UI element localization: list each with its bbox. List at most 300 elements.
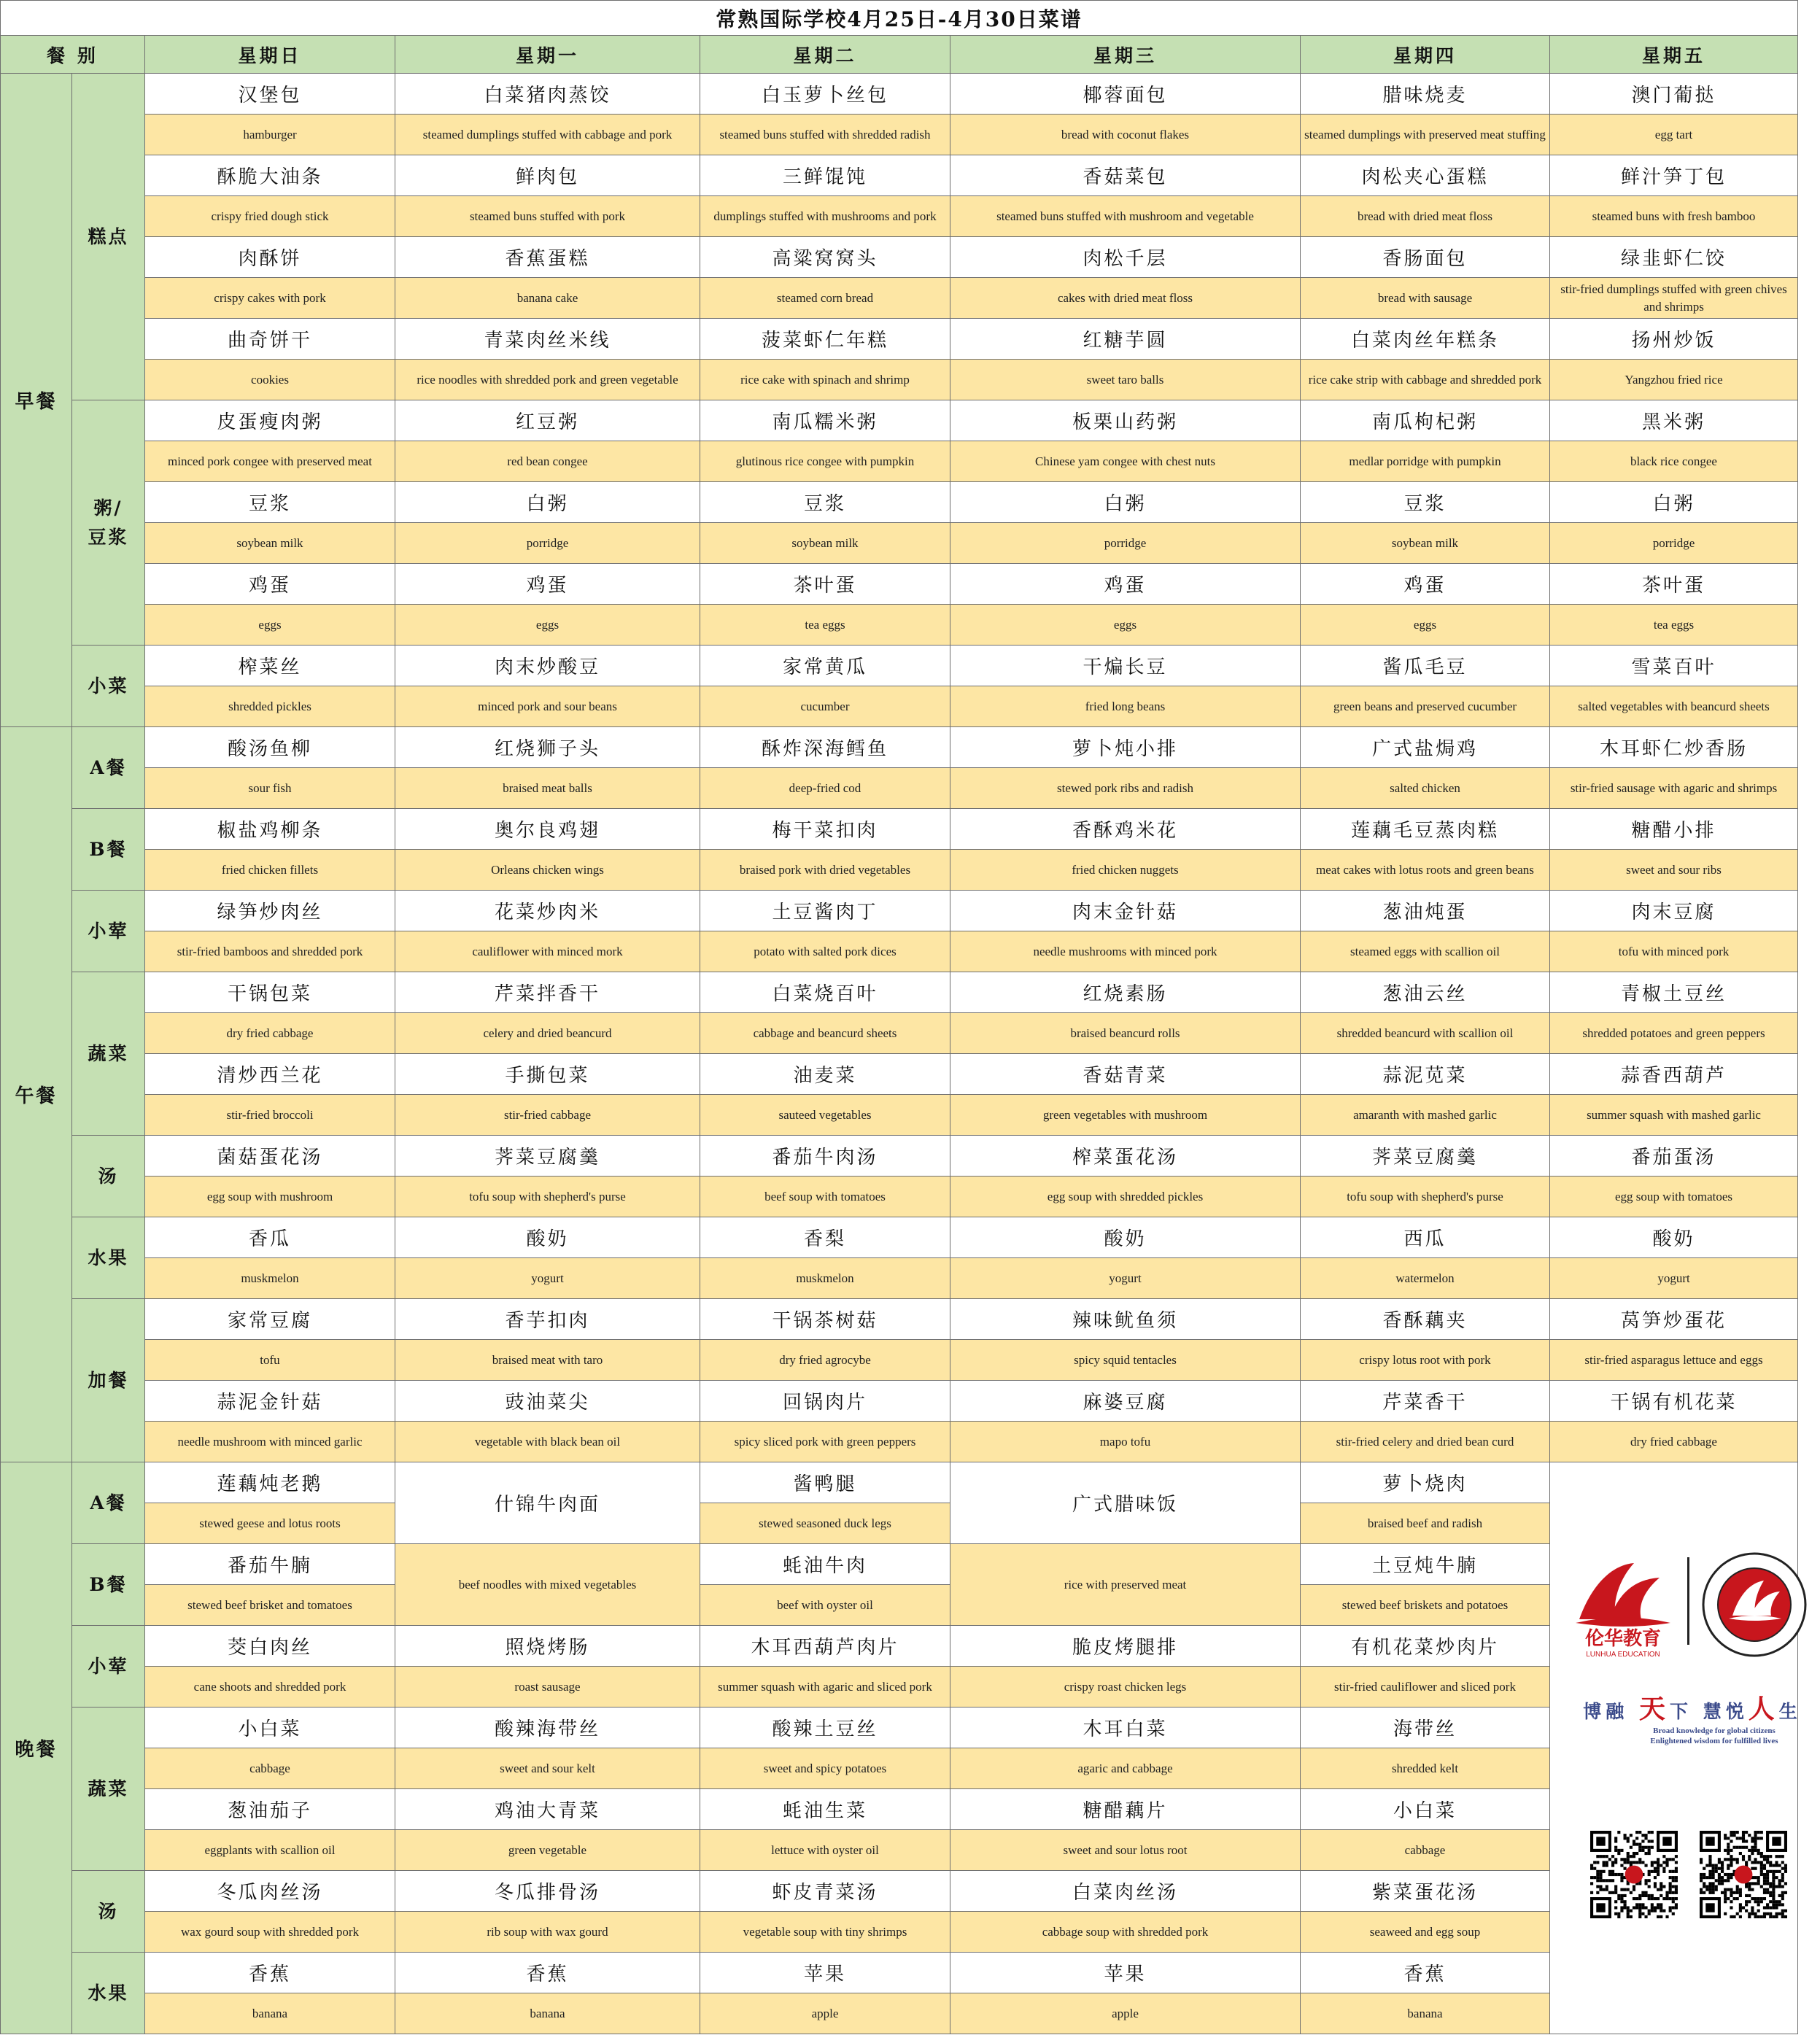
dish-name-cn-lunch-minor: 肉末金针菇 bbox=[950, 891, 1301, 931]
dish-name-en-breakfast-porridge: eggs bbox=[950, 605, 1301, 646]
row-lunch-veg-0-cn bbox=[1, 972, 1798, 1013]
dish-name-en-lunch-a: sour fish bbox=[145, 768, 395, 809]
row-lunch-minor-0-en bbox=[1, 931, 1798, 972]
dish-name-cn-breakfast-pastry: 白菜猪肉蒸饺 bbox=[395, 74, 700, 115]
dish-name-en-dinner-fruit: apple bbox=[950, 1993, 1301, 2034]
dish-name-en-lunch-soup: tofu soup with shepherd's purse bbox=[1301, 1177, 1550, 1217]
dish-name-cn-breakfast-pastry: 白菜肉丝年糕条 bbox=[1301, 319, 1550, 360]
dish-name-cn-dinner-soup: 虾皮青菜汤 bbox=[700, 1871, 950, 1912]
dish-name-en-lunch-extra: vegetable with black bean oil bbox=[395, 1422, 700, 1462]
dish-name-en-lunch-veg: stir-fried broccoli bbox=[145, 1095, 395, 1136]
dish-name-en-lunch-extra: braised meat with taro bbox=[395, 1340, 700, 1381]
dish-name-en-lunch-soup: egg soup with mushroom bbox=[145, 1177, 395, 1217]
dish-name-cn-dinner-veg: 木耳白菜 bbox=[950, 1708, 1301, 1748]
dish-name-cn-breakfast-porridge: 南瓜糯米粥 bbox=[700, 400, 950, 441]
dish-name-en-breakfast-pastry: stir-fried dumplings stuffed with green chives and shrimps bbox=[1550, 278, 1798, 319]
dish-name-en-breakfast-pastry: steamed buns with fresh bamboo bbox=[1550, 196, 1798, 237]
dish-name-cn-breakfast-pastry: 三鲜馄饨 bbox=[700, 155, 950, 196]
dish-name-en-lunch-fruit: yogurt bbox=[395, 1258, 700, 1299]
dish-name-cn-dinner-veg: 酸辣海带丝 bbox=[395, 1708, 700, 1748]
dish-name-en-breakfast-pastry: rice cake strip with cabbage and shredded pork bbox=[1301, 360, 1550, 400]
dish-name-cn-lunch-extra: 芹菜香干 bbox=[1301, 1381, 1550, 1422]
dish-name-cn-dinner-soup: 冬瓜肉丝汤 bbox=[145, 1871, 395, 1912]
dish-name-en-breakfast-porridge: porridge bbox=[1550, 523, 1798, 564]
dish-name-cn-breakfast-side: 肉末炒酸豆 bbox=[395, 646, 700, 686]
dish-name-cn-dinner-veg: 酸辣土豆丝 bbox=[700, 1708, 950, 1748]
dish-name-en-breakfast-porridge: eggs bbox=[395, 605, 700, 646]
dish-name-en-breakfast-porridge: soybean milk bbox=[145, 523, 395, 564]
qr-code-icon bbox=[1700, 1831, 1787, 1918]
category-lunch-soup: 汤 bbox=[72, 1136, 145, 1217]
dish-name-cn-breakfast-porridge: 鸡蛋 bbox=[395, 564, 700, 605]
dish-name-en-dinner-soup: seaweed and egg soup bbox=[1301, 1912, 1550, 1953]
dish-name-cn-breakfast-porridge: 白粥 bbox=[1550, 482, 1798, 523]
header-row bbox=[1, 36, 1798, 74]
row-breakfast-pastry-2-cn bbox=[1, 237, 1798, 278]
dish-name-en-lunch-fruit: watermelon bbox=[1301, 1258, 1550, 1299]
row-lunch-soup-0-cn bbox=[1, 1136, 1798, 1177]
dish-name-en-dinner-b: stewed beef brisket and tomatoes bbox=[145, 1585, 395, 1626]
dish-name-en-dinner-minor: roast sausage bbox=[395, 1667, 700, 1708]
dish-name-cn-dinner-veg: 蚝油生菜 bbox=[700, 1789, 950, 1830]
dish-name-en-lunch-veg: shredded potatoes and green peppers bbox=[1550, 1013, 1798, 1054]
dish-name-en-lunch-minor: cauliflower with minced mork bbox=[395, 931, 700, 972]
dish-name-en-dinner-minor: cane shoots and shredded pork bbox=[145, 1667, 395, 1708]
dish-name-en-dinner-a: braised beef and radish bbox=[1301, 1503, 1550, 1544]
dish-name-cn-lunch-veg: 芹菜拌香干 bbox=[395, 972, 700, 1013]
dish-name-en-lunch-fruit: muskmelon bbox=[145, 1258, 395, 1299]
dish-name-en-breakfast-side: fried long beans bbox=[950, 686, 1301, 727]
row-lunch-veg-1-cn bbox=[1, 1054, 1798, 1095]
slogan-tian-glyph: 天 bbox=[1638, 1694, 1670, 1724]
dish-name-en-lunch-veg: sauteed vegetables bbox=[700, 1095, 950, 1136]
category-dinner-minor: 小荤 bbox=[72, 1626, 145, 1708]
dish-name-cn-breakfast-porridge: 鸡蛋 bbox=[145, 564, 395, 605]
dish-name-en-lunch-soup: egg soup with shredded pickles bbox=[950, 1177, 1301, 1217]
dish-name-cn-dinner-wed-rice: 广式腊味饭 bbox=[950, 1462, 1301, 1544]
dish-name-cn-lunch-soup: 荠菜豆腐羹 bbox=[395, 1136, 700, 1177]
category-lunch-fruit: 水果 bbox=[72, 1217, 145, 1299]
dish-name-en-dinner-a: stewed geese and lotus roots bbox=[145, 1503, 395, 1544]
dish-name-en-dinner-fruit: banana bbox=[1301, 1993, 1550, 2034]
dish-name-en-lunch-soup: beef soup with tomatoes bbox=[700, 1177, 950, 1217]
row-lunch-soup-0-en bbox=[1, 1177, 1798, 1217]
row-dinner-b-cn bbox=[1, 1544, 1798, 1585]
row-dinner-a-cn bbox=[1, 1462, 1798, 1503]
dish-name-en-lunch-b: fried chicken nuggets bbox=[950, 850, 1301, 891]
dish-name-en-breakfast-pastry: steamed buns stuffed with pork bbox=[395, 196, 700, 237]
dish-name-cn-lunch-a: 广式盐焗鸡 bbox=[1301, 727, 1550, 768]
dish-name-en-breakfast-side: cucumber bbox=[700, 686, 950, 727]
dish-name-cn-breakfast-pastry: 肉松夹心蛋糕 bbox=[1301, 155, 1550, 196]
dish-name-en-lunch-minor: steamed eggs with scallion oil bbox=[1301, 931, 1550, 972]
dish-name-en-lunch-veg: amaranth with mashed garlic bbox=[1301, 1095, 1550, 1136]
category-breakfast-pastry: 糕点 bbox=[72, 74, 145, 400]
dish-name-en-breakfast-porridge: soybean milk bbox=[1301, 523, 1550, 564]
dish-name-cn-lunch-fruit: 酸奶 bbox=[1550, 1217, 1798, 1258]
dish-name-cn-lunch-minor: 土豆酱肉丁 bbox=[700, 891, 950, 931]
dish-name-cn-lunch-veg: 清炒西兰花 bbox=[145, 1054, 395, 1095]
dish-name-cn-breakfast-pastry: 鲜肉包 bbox=[395, 155, 700, 196]
dish-name-cn-dinner-a: 萝卜烧肉 bbox=[1301, 1462, 1550, 1503]
dish-name-cn-dinner-minor: 脆皮烤腿排 bbox=[950, 1626, 1301, 1667]
dish-name-en-breakfast-porridge: eggs bbox=[1301, 605, 1550, 646]
dish-name-cn-lunch-extra: 莴笋炒蛋花 bbox=[1550, 1299, 1798, 1340]
category-lunch-veg: 蔬菜 bbox=[72, 972, 145, 1136]
dish-name-en-breakfast-pastry: sweet taro balls bbox=[950, 360, 1301, 400]
dish-name-en-lunch-a: deep-fried cod bbox=[700, 768, 950, 809]
dish-name-en-breakfast-porridge: tea eggs bbox=[1550, 605, 1798, 646]
dish-name-en-breakfast-side: minced pork and sour beans bbox=[395, 686, 700, 727]
dish-name-cn-breakfast-porridge: 红豆粥 bbox=[395, 400, 700, 441]
dish-name-en-lunch-minor: tofu with minced pork bbox=[1550, 931, 1798, 972]
dish-name-cn-breakfast-porridge: 黑米粥 bbox=[1550, 400, 1798, 441]
day-header-fri: 星期五 bbox=[1550, 36, 1798, 74]
dish-name-cn-breakfast-pastry: 高粱窝窝头 bbox=[700, 237, 950, 278]
row-breakfast-porridge-2-en bbox=[1, 605, 1798, 646]
category-dinner-soup: 汤 bbox=[72, 1871, 145, 1953]
dish-name-en-lunch-b: braised pork with dried vegetables bbox=[700, 850, 950, 891]
logo-row bbox=[1565, 1550, 1813, 1659]
dish-name-en-breakfast-pastry: cakes with dried meat floss bbox=[950, 278, 1301, 319]
dish-name-cn-dinner-minor: 照烧烤肠 bbox=[395, 1626, 700, 1667]
dish-name-en-breakfast-porridge: minced pork congee with preserved meat bbox=[145, 441, 395, 482]
lunhua-cn-text: 伦华教育 bbox=[1584, 1628, 1662, 1650]
dish-name-en-lunch-veg: braised beancurd rolls bbox=[950, 1013, 1301, 1054]
dish-name-en-breakfast-pastry: hamburger bbox=[145, 115, 395, 155]
meal-dinner-label: 晚餐 bbox=[1, 1462, 72, 2034]
dish-name-en-lunch-veg: summer squash with mashed garlic bbox=[1550, 1095, 1798, 1136]
dish-name-en-breakfast-side: shredded pickles bbox=[145, 686, 395, 727]
row-dinner-fruit-0-cn bbox=[1, 1953, 1798, 1993]
dish-name-en-dinner-minor: stir-fried cauliflower and sliced pork bbox=[1301, 1667, 1550, 1708]
dish-name-cn-dinner-a: 酱鸭腿 bbox=[700, 1462, 950, 1503]
dish-name-cn-breakfast-pastry: 红糖芋圆 bbox=[950, 319, 1301, 360]
dish-name-en-breakfast-side: green beans and preserved cucumber bbox=[1301, 686, 1550, 727]
dish-name-en-lunch-extra: stir-fried asparagus lettuce and eggs bbox=[1550, 1340, 1798, 1381]
dish-name-en-lunch-soup: egg soup with tomatoes bbox=[1550, 1177, 1798, 1217]
dish-name-cn-breakfast-porridge: 白粥 bbox=[395, 482, 700, 523]
dish-name-en-lunch-minor: needle mushrooms with minced pork bbox=[950, 931, 1301, 972]
row-breakfast-porridge-0-en bbox=[1, 441, 1798, 482]
slogan-part-2: 下 bbox=[1669, 1701, 1692, 1722]
dish-name-en-dinner-soup: vegetable soup with tiny shrimps bbox=[700, 1912, 950, 1953]
slogan-part-4: 生 bbox=[1778, 1701, 1802, 1722]
slogan-cn bbox=[1565, 1689, 1820, 1726]
dish-name-en-breakfast-pastry: banana cake bbox=[395, 278, 700, 319]
dish-name-cn-breakfast-pastry: 香蕉蛋糕 bbox=[395, 237, 700, 278]
dish-name-en-breakfast-porridge: black rice congee bbox=[1550, 441, 1798, 482]
dish-name-en-lunch-a: stewed pork ribs and radish bbox=[950, 768, 1301, 809]
dish-name-cn-lunch-minor: 绿笋炒肉丝 bbox=[145, 891, 395, 931]
dish-name-cn-breakfast-pastry: 汉堡包 bbox=[145, 74, 395, 115]
dish-name-en-lunch-extra: dry fried agrocybe bbox=[700, 1340, 950, 1381]
row-dinner-veg-1-cn bbox=[1, 1789, 1798, 1830]
dish-name-cn-breakfast-porridge: 豆浆 bbox=[700, 482, 950, 523]
dish-name-en-dinner-veg: cabbage bbox=[145, 1748, 395, 1789]
dish-name-cn-lunch-extra: 家常豆腐 bbox=[145, 1299, 395, 1340]
row-lunch-fruit-0-cn bbox=[1, 1217, 1798, 1258]
dish-name-en-breakfast-pastry: steamed dumplings stuffed with cabbage and pork bbox=[395, 115, 700, 155]
dish-name-cn-lunch-minor: 葱油炖蛋 bbox=[1301, 891, 1550, 931]
dish-name-en-lunch-b: Orleans chicken wings bbox=[395, 850, 700, 891]
dish-name-en-breakfast-pastry: bread with sausage bbox=[1301, 278, 1550, 319]
dish-name-en-lunch-extra: tofu bbox=[145, 1340, 395, 1381]
dish-name-cn-lunch-veg: 红烧素肠 bbox=[950, 972, 1301, 1013]
dish-name-en-dinner-veg: sweet and sour lotus root bbox=[950, 1830, 1301, 1871]
dish-name-en-breakfast-porridge: eggs bbox=[145, 605, 395, 646]
dish-name-cn-lunch-fruit: 酸奶 bbox=[950, 1217, 1301, 1258]
row-breakfast-pastry-3-cn bbox=[1, 319, 1798, 360]
dish-name-en-lunch-extra: needle mushroom with minced garlic bbox=[145, 1422, 395, 1462]
dish-name-cn-dinner-fruit: 香蕉 bbox=[145, 1953, 395, 1993]
dish-name-en-dinner-veg: shredded kelt bbox=[1301, 1748, 1550, 1789]
row-lunch-a-0-en bbox=[1, 768, 1798, 809]
dish-name-cn-lunch-veg: 葱油云丝 bbox=[1301, 972, 1550, 1013]
dish-name-en-breakfast-pastry: steamed buns stuffed with mushroom and vegetable bbox=[950, 196, 1301, 237]
dish-name-en-breakfast-porridge: porridge bbox=[950, 523, 1301, 564]
dish-name-en-breakfast-porridge: red bean congee bbox=[395, 441, 700, 482]
dish-name-cn-dinner-minor: 有机花菜炒肉片 bbox=[1301, 1626, 1550, 1667]
dish-name-cn-lunch-extra: 干锅茶树菇 bbox=[700, 1299, 950, 1340]
dish-name-cn-breakfast-pastry: 青菜肉丝米线 bbox=[395, 319, 700, 360]
dish-name-cn-breakfast-pastry: 扬州炒饭 bbox=[1550, 319, 1798, 360]
dish-name-en-lunch-extra: dry fried cabbage bbox=[1550, 1422, 1798, 1462]
dish-name-en-breakfast-porridge: tea eggs bbox=[700, 605, 950, 646]
dish-name-cn-dinner-soup: 紫菜蛋花汤 bbox=[1301, 1871, 1550, 1912]
row-breakfast-pastry-1-cn bbox=[1, 155, 1798, 196]
row-dinner-minor-0-cn bbox=[1, 1626, 1798, 1667]
dish-name-en-lunch-extra: spicy sliced pork with green peppers bbox=[700, 1422, 950, 1462]
dish-name-cn-lunch-a: 木耳虾仁炒香肠 bbox=[1550, 727, 1798, 768]
dish-name-cn-breakfast-porridge: 南瓜枸杞粥 bbox=[1301, 400, 1550, 441]
row-dinner-b-en bbox=[1, 1585, 1798, 1626]
dish-name-cn-lunch-fruit: 香瓜 bbox=[145, 1217, 395, 1258]
row-lunch-veg-1-en bbox=[1, 1095, 1798, 1136]
dish-name-cn-breakfast-porridge: 豆浆 bbox=[145, 482, 395, 523]
dish-name-cn-dinner-b: 土豆炖牛腩 bbox=[1301, 1544, 1550, 1585]
dish-name-en-breakfast-pastry: steamed dumplings with preserved meat stuffing bbox=[1301, 115, 1550, 155]
dish-name-en-dinner-veg: lettuce with oyster oil bbox=[700, 1830, 950, 1871]
category-breakfast-porridge bbox=[72, 400, 145, 646]
dish-name-cn-breakfast-porridge: 鸡蛋 bbox=[950, 564, 1301, 605]
dish-name-cn-dinner-mon-noodles: 什锦牛肉面 bbox=[395, 1462, 700, 1544]
dish-name-en-breakfast-pastry: rice noodles with shredded pork and green vegetable bbox=[395, 360, 700, 400]
row-dinner-soup-0-en bbox=[1, 1912, 1798, 1953]
dish-name-en-lunch-b: sweet and sour ribs bbox=[1550, 850, 1798, 891]
dish-name-cn-breakfast-pastry: 香菇菜包 bbox=[950, 155, 1301, 196]
row-breakfast-pastry-1-en bbox=[1, 196, 1798, 237]
row-breakfast-porridge-1-en bbox=[1, 523, 1798, 564]
category-label-breakfast-porridge-0: 粥/ bbox=[93, 497, 123, 519]
dish-name-cn-dinner-veg: 葱油茄子 bbox=[145, 1789, 395, 1830]
dish-name-cn-lunch-fruit: 香梨 bbox=[700, 1217, 950, 1258]
category-dinner-veg: 蔬菜 bbox=[72, 1708, 145, 1871]
dish-name-cn-dinner-soup: 白菜肉丝汤 bbox=[950, 1871, 1301, 1912]
row-lunch-extra-1-cn bbox=[1, 1381, 1798, 1422]
dish-name-cn-lunch-extra: 香芋扣肉 bbox=[395, 1299, 700, 1340]
dish-name-en-lunch-fruit: muskmelon bbox=[700, 1258, 950, 1299]
dish-name-cn-dinner-b: 番茄牛腩 bbox=[145, 1544, 395, 1585]
row-dinner-veg-0-en bbox=[1, 1748, 1798, 1789]
qr-code-icon bbox=[1590, 1831, 1678, 1918]
dish-name-en-lunch-extra: stir-fried celery and dried bean curd bbox=[1301, 1422, 1550, 1462]
dish-name-cn-lunch-soup: 荠菜豆腐羹 bbox=[1301, 1136, 1550, 1177]
row-lunch-extra-0-en bbox=[1, 1340, 1798, 1381]
dish-name-cn-breakfast-pastry: 白玉萝卜丝包 bbox=[700, 74, 950, 115]
slogan-part-3: 慧悦 bbox=[1703, 1701, 1749, 1722]
row-lunch-fruit-0-en bbox=[1, 1258, 1798, 1299]
dish-name-en-dinner-soup: rib soup with wax gourd bbox=[395, 1912, 700, 1953]
dish-name-cn-lunch-b: 香酥鸡米花 bbox=[950, 809, 1301, 850]
dish-name-en-lunch-extra: crispy lotus root with pork bbox=[1301, 1340, 1550, 1381]
dish-name-cn-breakfast-pastry: 香肠面包 bbox=[1301, 237, 1550, 278]
dish-name-en-lunch-veg: shredded beancurd with scallion oil bbox=[1301, 1013, 1550, 1054]
dish-name-cn-lunch-extra: 豉油菜尖 bbox=[395, 1381, 700, 1422]
dish-name-cn-lunch-b: 奥尔良鸡翅 bbox=[395, 809, 700, 850]
dish-name-cn-breakfast-porridge: 皮蛋瘦肉粥 bbox=[145, 400, 395, 441]
dish-name-cn-breakfast-pastry: 绿韭虾仁饺 bbox=[1550, 237, 1798, 278]
dish-name-en-dinner-b: stewed beef briskets and potatoes bbox=[1301, 1585, 1550, 1626]
dish-name-cn-lunch-veg: 青椒土豆丝 bbox=[1550, 972, 1798, 1013]
dish-name-cn-lunch-minor: 花菜炒肉米 bbox=[395, 891, 700, 931]
dish-name-en-dinner-mon-noodles: beef noodles with mixed vegetables bbox=[395, 1544, 700, 1626]
dish-name-en-breakfast-pastry: crispy cakes with pork bbox=[145, 278, 395, 319]
dish-name-en-dinner-fruit: banana bbox=[395, 1993, 700, 2034]
dish-name-en-breakfast-pastry: egg tart bbox=[1550, 115, 1798, 155]
category-lunch-minor: 小荤 bbox=[72, 891, 145, 972]
day-header-thu: 星期四 bbox=[1301, 36, 1550, 74]
dish-name-cn-breakfast-porridge: 豆浆 bbox=[1301, 482, 1550, 523]
menu-title: 常熟国际学校4月25日-4月30日菜谱 bbox=[1, 1, 1798, 36]
dish-name-cn-breakfast-porridge: 鸡蛋 bbox=[1301, 564, 1550, 605]
dish-name-cn-lunch-a: 酸汤鱼柳 bbox=[145, 727, 395, 768]
dish-name-en-dinner-wed-rice: rice with preserved meat bbox=[950, 1544, 1301, 1626]
dish-name-cn-dinner-soup: 冬瓜排骨汤 bbox=[395, 1871, 700, 1912]
row-lunch-b-0-cn bbox=[1, 809, 1798, 850]
slogan-ren-glyph: 人 bbox=[1748, 1694, 1779, 1724]
dish-name-en-breakfast-porridge: glutinous rice congee with pumpkin bbox=[700, 441, 950, 482]
dish-name-cn-lunch-a: 红烧狮子头 bbox=[395, 727, 700, 768]
dish-name-en-dinner-b: beef with oyster oil bbox=[700, 1585, 950, 1626]
dish-name-cn-dinner-fruit: 香蕉 bbox=[395, 1953, 700, 1993]
dish-name-cn-lunch-a: 酥炸深海鳕鱼 bbox=[700, 727, 950, 768]
dish-name-en-breakfast-pastry: rice cake with spinach and shrimp bbox=[700, 360, 950, 400]
dish-name-en-breakfast-porridge: medlar porridge with pumpkin bbox=[1301, 441, 1550, 482]
school-slogan bbox=[1565, 1689, 1820, 1776]
category-dinner-fruit: 水果 bbox=[72, 1953, 145, 2034]
dish-name-cn-breakfast-pastry: 肉松千层 bbox=[950, 237, 1301, 278]
dish-name-en-lunch-veg: stir-fried cabbage bbox=[395, 1095, 700, 1136]
row-dinner-a-en bbox=[1, 1503, 1798, 1544]
dish-name-cn-dinner-b: 蚝油牛肉 bbox=[700, 1544, 950, 1585]
dish-name-cn-dinner-veg: 小白菜 bbox=[1301, 1789, 1550, 1830]
dish-name-en-dinner-veg: sweet and spicy potatoes bbox=[700, 1748, 950, 1789]
dish-name-cn-lunch-veg: 香菇青菜 bbox=[950, 1054, 1301, 1095]
dish-name-en-dinner-veg: green vegetable bbox=[395, 1830, 700, 1871]
category-lunch-extra: 加餐 bbox=[72, 1299, 145, 1462]
category-lunch-b: B餐 bbox=[72, 809, 145, 891]
dish-name-cn-lunch-extra: 香酥藕夹 bbox=[1301, 1299, 1550, 1340]
dish-name-en-dinner-veg: eggplants with scallion oil bbox=[145, 1830, 395, 1871]
meal-lunch-label: 午餐 bbox=[1, 727, 72, 1462]
dish-name-en-dinner-a: stewed seasoned duck legs bbox=[700, 1503, 950, 1544]
day-header-sun: 星期日 bbox=[145, 36, 395, 74]
dish-name-en-dinner-fruit: banana bbox=[145, 1993, 395, 2034]
row-breakfast-pastry-0-cn bbox=[1, 74, 1798, 115]
dish-name-cn-lunch-a: 萝卜炖小排 bbox=[950, 727, 1301, 768]
dish-name-cn-breakfast-side: 干煸长豆 bbox=[950, 646, 1301, 686]
dish-name-cn-breakfast-pastry: 肉酥饼 bbox=[145, 237, 395, 278]
dish-name-en-dinner-minor: crispy roast chicken legs bbox=[950, 1667, 1301, 1708]
dish-name-cn-lunch-extra: 蒜泥金针菇 bbox=[145, 1381, 395, 1422]
dish-name-en-lunch-a: stir-fried sausage with agaric and shrimps bbox=[1550, 768, 1798, 809]
dish-name-cn-breakfast-side: 酱瓜毛豆 bbox=[1301, 646, 1550, 686]
dish-name-en-breakfast-pastry: bread with dried meat floss bbox=[1301, 196, 1550, 237]
dish-name-en-lunch-b: meat cakes with lotus roots and green beans bbox=[1301, 850, 1550, 891]
dish-name-en-dinner-veg: agaric and cabbage bbox=[950, 1748, 1301, 1789]
dish-name-cn-lunch-b: 椒盐鸡柳条 bbox=[145, 809, 395, 850]
dish-name-cn-lunch-veg: 白菜烧百叶 bbox=[700, 972, 950, 1013]
dish-name-cn-dinner-veg: 糖醋藕片 bbox=[950, 1789, 1301, 1830]
day-header-mon: 星期一 bbox=[395, 36, 700, 74]
dish-name-cn-dinner-veg: 鸡油大青菜 bbox=[395, 1789, 700, 1830]
dish-name-en-breakfast-porridge: porridge bbox=[395, 523, 700, 564]
dish-name-cn-lunch-fruit: 西瓜 bbox=[1301, 1217, 1550, 1258]
dish-name-en-lunch-veg: dry fried cabbage bbox=[145, 1013, 395, 1054]
dish-name-cn-dinner-veg: 小白菜 bbox=[145, 1708, 395, 1748]
row-breakfast-pastry-2-en bbox=[1, 278, 1798, 319]
dish-name-cn-lunch-veg: 干锅包菜 bbox=[145, 972, 395, 1013]
dish-name-en-lunch-veg: cabbage and beancurd sheets bbox=[700, 1013, 950, 1054]
dish-name-en-lunch-veg: celery and dried beancurd bbox=[395, 1013, 700, 1054]
dish-name-cn-lunch-b: 莲藕毛豆蒸肉糕 bbox=[1301, 809, 1550, 850]
dish-name-cn-lunch-extra: 回锅肉片 bbox=[700, 1381, 950, 1422]
slogan-part-1: 博融 bbox=[1583, 1701, 1629, 1722]
dish-name-en-breakfast-side: salted vegetables with beancurd sheets bbox=[1550, 686, 1798, 727]
dish-name-cn-lunch-soup: 菌菇蛋花汤 bbox=[145, 1136, 395, 1177]
dish-name-en-lunch-veg: green vegetables with mushroom bbox=[950, 1095, 1301, 1136]
dish-name-en-lunch-soup: tofu soup with shepherd's purse bbox=[395, 1177, 700, 1217]
dish-name-cn-lunch-fruit: 酸奶 bbox=[395, 1217, 700, 1258]
dish-name-cn-lunch-soup: 番茄牛肉汤 bbox=[700, 1136, 950, 1177]
row-lunch-extra-0-cn bbox=[1, 1299, 1798, 1340]
dish-name-cn-lunch-extra: 辣味鱿鱼须 bbox=[950, 1299, 1301, 1340]
dish-name-cn-dinner-fruit: 香蕉 bbox=[1301, 1953, 1550, 1993]
dish-name-en-dinner-veg: sweet and sour kelt bbox=[395, 1748, 700, 1789]
category-breakfast-side: 小菜 bbox=[72, 646, 145, 727]
slogan-en-1: Broad knowledge for global citizens bbox=[1653, 1726, 1776, 1735]
dish-name-cn-breakfast-porridge: 茶叶蛋 bbox=[1550, 564, 1798, 605]
dish-name-cn-lunch-veg: 手撕包菜 bbox=[395, 1054, 700, 1095]
row-dinner-minor-0-en bbox=[1, 1667, 1798, 1708]
dish-name-cn-lunch-veg: 蒜香西葫芦 bbox=[1550, 1054, 1798, 1095]
dish-name-en-lunch-a: braised meat balls bbox=[395, 768, 700, 809]
dish-name-cn-lunch-b: 糖醋小排 bbox=[1550, 809, 1798, 850]
dish-name-cn-lunch-extra: 麻婆豆腐 bbox=[950, 1381, 1301, 1422]
dish-name-en-breakfast-porridge: Chinese yam congee with chest nuts bbox=[950, 441, 1301, 482]
dish-name-en-lunch-fruit: yogurt bbox=[1550, 1258, 1798, 1299]
dish-name-cn-breakfast-pastry: 曲奇饼干 bbox=[145, 319, 395, 360]
dish-name-cn-lunch-veg: 蒜泥苋菜 bbox=[1301, 1054, 1550, 1095]
meal-breakfast-label: 早餐 bbox=[1, 74, 72, 727]
row-breakfast-pastry-3-en bbox=[1, 360, 1798, 400]
dish-name-cn-breakfast-porridge: 白粥 bbox=[950, 482, 1301, 523]
row-breakfast-porridge-1-cn bbox=[1, 482, 1798, 523]
category-lunch-a: A餐 bbox=[72, 727, 145, 809]
lunhua-en-text: LUNHUA EDUCATION bbox=[1586, 1651, 1660, 1659]
dish-name-cn-breakfast-side: 榨菜丝 bbox=[145, 646, 395, 686]
